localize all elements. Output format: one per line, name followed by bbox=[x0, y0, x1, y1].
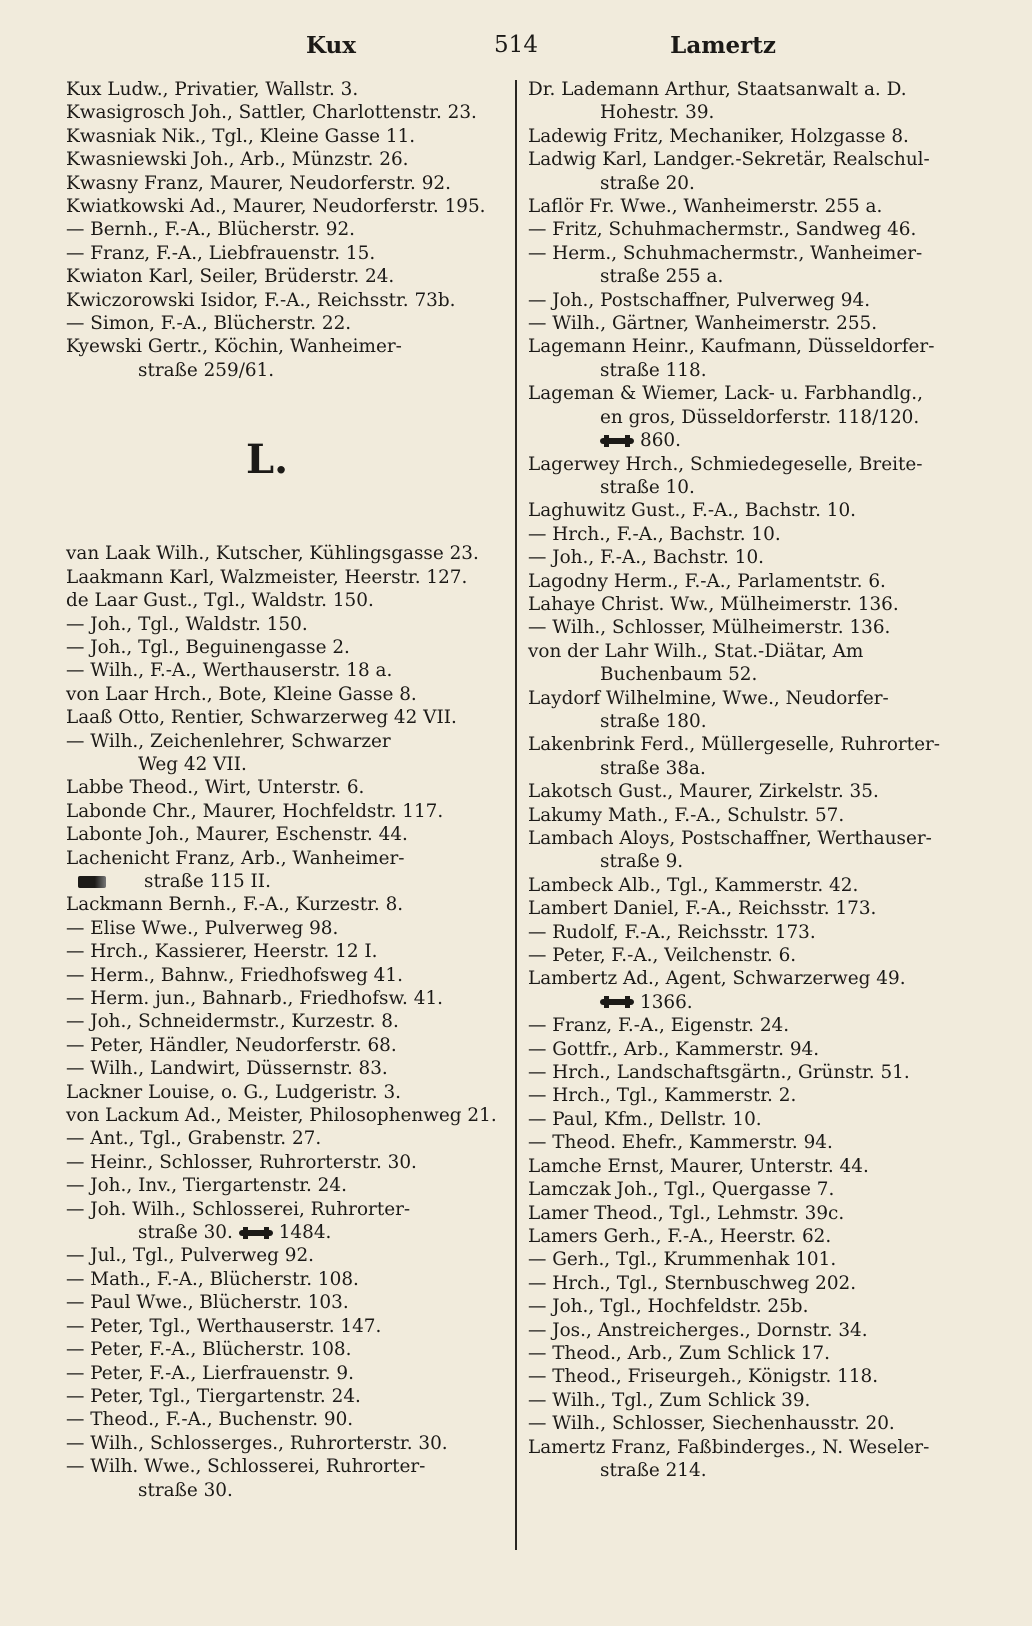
list-item: — Joh. Wilh., Schlosserei, Ruhrorter- bbox=[66, 1198, 411, 1220]
list-item: — Peter, Tgl., Tiergartenstr. 24. bbox=[66, 1385, 361, 1407]
list-item: — Hrch., Landschaftsgärtn., Grünstr. 51. bbox=[528, 1062, 910, 1084]
list-item: Kwasniewski Joh., Arb., Münzstr. 26. bbox=[66, 149, 409, 171]
list-item: Lamertz Franz, Faßbinderges., N. Weseler- bbox=[528, 1436, 930, 1458]
right-column bbox=[528, 78, 960, 1482]
list-item: — Hrch., Tgl., Sternbuschweg 202. bbox=[528, 1272, 857, 1294]
list-item-continuation: straße 214. bbox=[600, 1459, 707, 1481]
pointing-hand-icon bbox=[78, 876, 106, 888]
list-item: — Joh., Inv., Tiergartenstr. 24. bbox=[66, 1175, 347, 1197]
list-item: — Franz, F.-A., Eigenstr. 24. bbox=[528, 1015, 790, 1037]
phone-number: 860. bbox=[640, 430, 681, 452]
list-item: — Jos., Anstreicherges., Dornstr. 34. bbox=[528, 1319, 868, 1341]
telephone-icon bbox=[239, 1227, 273, 1240]
list-item: — Theod., Friseurgeh., Königstr. 118. bbox=[528, 1366, 879, 1388]
list-item: — Theod., Arb., Zum Schlick 17. bbox=[528, 1342, 830, 1364]
list-item: Lakumy Math., F.-A., Schulstr. 57. bbox=[528, 804, 845, 826]
list-item: Labonde Chr., Maurer, Hochfeldstr. 117. bbox=[66, 800, 444, 822]
list-item: — Wilh., Schlosser, Siechenhausstr. 20. bbox=[528, 1413, 895, 1435]
list-item: — Wilh., Gärtner, Wanheimerstr. 255. bbox=[528, 313, 878, 335]
list-item: Laghuwitz Gust., F.-A., Bachstr. 10. bbox=[528, 500, 857, 522]
list-item: — Joh., Schneidermstr., Kurzestr. 8. bbox=[66, 1011, 399, 1033]
list-item: Labonte Joh., Maurer, Eschenstr. 44. bbox=[66, 824, 408, 846]
list-item: Lagodny Herm., F.-A., Parlamentstr. 6. bbox=[528, 570, 886, 592]
list-item-continuation: straße 118. bbox=[600, 359, 707, 381]
list-item: Labbe Theod., Wirt, Unterstr. 6. bbox=[66, 777, 365, 799]
list-item: — Hrch., Tgl., Kammerstr. 2. bbox=[528, 1085, 797, 1107]
list-item-continuation: Hohestr. 39. bbox=[600, 102, 715, 124]
left-column bbox=[66, 78, 498, 1502]
list-item: — Theod., F.-A., Buchenstr. 90. bbox=[66, 1409, 354, 1431]
list-item: — Gerh., Tgl., Krummenhak 101. bbox=[528, 1249, 837, 1271]
list-item: — Wilh., Tgl., Zum Schlick 39. bbox=[528, 1389, 811, 1411]
list-item: Laaß Otto, Rentier, Schwarzerweg 42 VII. bbox=[66, 707, 457, 729]
list-item: — Hrch., Kassierer, Heerstr. 12 I. bbox=[66, 941, 378, 963]
list-item: — Herm., Schuhmachermstr., Wanheimer- bbox=[528, 242, 923, 264]
list-item-continuation: straße 30. 1484. bbox=[138, 1222, 332, 1244]
list-item: — Franz, F.-A., Liebfrauenstr. 15. bbox=[66, 242, 376, 264]
list-item: — Simon, F.-A., Blücherstr. 22. bbox=[66, 313, 352, 335]
list-item: Kwasigrosch Joh., Sattler, Charlottenstr. 23. bbox=[66, 102, 477, 124]
list-item: Lamers Gerh., F.-A., Heerstr. 62. bbox=[528, 1225, 832, 1247]
list-item-continuation: straße 38a. bbox=[600, 757, 706, 779]
list-item: Lambertz Ad., Agent, Schwarzerweg 49. bbox=[528, 968, 906, 990]
list-item: — Theod. Ehefr., Kammerstr. 94. bbox=[528, 1132, 833, 1154]
list-item: von Laar Hrch., Bote, Kleine Gasse 8. bbox=[66, 683, 417, 705]
list-item-continuation: straße 259/61. bbox=[138, 359, 275, 381]
list-item: — Gottfr., Arb., Kammerstr. 94. bbox=[528, 1038, 820, 1060]
list-item: — Hrch., F.-A., Bachstr. 10. bbox=[528, 523, 781, 545]
phone-line bbox=[528, 429, 960, 452]
list-item: Laydorf Wilhelmine, Wwe., Neudorfer- bbox=[528, 687, 889, 709]
list-item: Kwasny Franz, Maurer, Neudorferstr. 92. bbox=[66, 172, 451, 194]
header-last-name: Lamertz bbox=[670, 32, 776, 59]
list-item: Kwiatkowski Ad., Maurer, Neudorferstr. 195. bbox=[66, 196, 486, 218]
list-item: — Jul., Tgl., Pulverweg 92. bbox=[66, 1245, 314, 1267]
list-item: Ladewig Fritz, Mechaniker, Holzgasse 8. bbox=[528, 125, 909, 147]
list-item-continuation: straße 9. bbox=[600, 851, 684, 873]
list-item: Lambert Daniel, F.-A., Reichsstr. 173. bbox=[528, 898, 877, 920]
list-item: — Paul Wwe., Blücherstr. 103. bbox=[66, 1292, 349, 1314]
list-item: — Peter, F.-A., Lierfrauenstr. 9. bbox=[66, 1362, 354, 1384]
phone-line bbox=[528, 991, 960, 1014]
list-item: — Math., F.-A., Blücherstr. 108. bbox=[66, 1268, 359, 1290]
list-item: Lackmann Bernh., F.-A., Kurzestr. 8. bbox=[66, 894, 404, 916]
list-item: Lackner Louise, o. G., Ludgeristr. 3. bbox=[66, 1081, 402, 1103]
list-item-continuation: straße 20. bbox=[600, 172, 695, 194]
list-item-continuation: Buchenbaum 52. bbox=[600, 664, 758, 686]
list-item: — Peter, Tgl., Werthauserstr. 147. bbox=[66, 1315, 382, 1337]
list-item: Lachenicht Franz, Arb., Wanheimer- bbox=[66, 847, 405, 869]
list-item: Lamczak Joh., Tgl., Quergasse 7. bbox=[528, 1179, 835, 1201]
list-item: Kwiaton Karl, Seiler, Brüderstr. 24. bbox=[66, 266, 395, 288]
column-divider bbox=[515, 80, 517, 1550]
list-item: Dr. Lademann Arthur, Staatsanwalt a. D. bbox=[528, 79, 907, 100]
list-item: Laakmann Karl, Walzmeister, Heerstr. 127. bbox=[66, 566, 468, 588]
phone-number: 1484. bbox=[278, 1222, 332, 1244]
list-item: Lageman & Wiemer, Lack- u. Farbhandlg., bbox=[528, 383, 923, 405]
list-item: — Ant., Tgl., Grabenstr. 27. bbox=[66, 1128, 322, 1150]
list-item: — Elise Wwe., Pulverweg 98. bbox=[66, 917, 339, 939]
list-item: Lahaye Christ. Ww., Mülheimerstr. 136. bbox=[528, 593, 899, 615]
list-item: — Wilh., Schlosserges., Ruhrorterstr. 30. bbox=[66, 1432, 448, 1454]
list-item-continuation: Weg 42 VII. bbox=[138, 753, 247, 775]
list-item-continuation: straße 180. bbox=[600, 710, 707, 732]
list-item: Kyewski Gertr., Köchin, Wanheimer- bbox=[66, 336, 402, 358]
header-first-name: Kux bbox=[306, 32, 356, 59]
list-item: — Wilh., Zeichenlehrer, Schwarzer bbox=[66, 730, 391, 752]
list-item: — Joh., F.-A., Bachstr. 10. bbox=[528, 547, 764, 569]
list-item: — Paul, Kfm., Dellstr. 10. bbox=[528, 1108, 762, 1130]
page-header bbox=[60, 28, 972, 68]
list-item-continuation: straße 255 a. bbox=[600, 266, 724, 288]
list-item: — Joh., Tgl., Hochfeldstr. 25b. bbox=[528, 1296, 809, 1318]
list-item: — Peter, F.-A., Blücherstr. 108. bbox=[66, 1339, 352, 1361]
list-item: Laflör Fr. Wwe., Wanheimerstr. 255 a. bbox=[528, 196, 883, 218]
section-letter: L. bbox=[245, 436, 289, 484]
list-item: Kux Ludw., Privatier, Wallstr. 3. bbox=[66, 79, 359, 100]
list-item: Ladwig Karl, Landger.-Sekretär, Realschul- bbox=[528, 149, 930, 171]
list-item: Kwiczorowski Isidor, F.-A., Reichsstr. 73b. bbox=[66, 289, 456, 311]
phone-number: 1366. bbox=[640, 991, 693, 1013]
list-item: Lagerwey Hrch., Schmiedegeselle, Breite- bbox=[528, 453, 923, 475]
list-item: Lakotsch Gust., Maurer, Zirkelstr. 35. bbox=[528, 781, 879, 803]
list-item-continuation: en gros, Düsseldorferstr. 118/120. bbox=[600, 406, 920, 428]
list-item: van Laak Wilh., Kutscher, Kühlingsgasse 23. bbox=[66, 543, 479, 565]
telephone-icon bbox=[600, 435, 634, 448]
telephone-icon bbox=[600, 996, 634, 1009]
list-item: von der Lahr Wilh., Stat.-Diätar, Am bbox=[528, 640, 864, 662]
list-item-continuation: straße 10. bbox=[600, 476, 695, 498]
list-item: — Wilh., F.-A., Werthauserstr. 18 a. bbox=[66, 660, 393, 682]
list-item: — Heinr., Schlosser, Ruhrorterstr. 30. bbox=[66, 1151, 417, 1173]
list-item: Lamche Ernst, Maurer, Unterstr. 44. bbox=[528, 1155, 869, 1177]
list-item: Lamer Theod., Tgl., Lehmstr. 39c. bbox=[528, 1202, 845, 1224]
list-item: — Wilh. Wwe., Schlosserei, Ruhrorter- bbox=[66, 1456, 426, 1478]
list-item-continuation: straße 115 II. bbox=[66, 870, 498, 893]
list-item: — Herm. jun., Bahnarb., Friedhofsw. 41. bbox=[66, 988, 443, 1009]
list-item: — Joh., Postschaffner, Pulverweg 94. bbox=[528, 289, 871, 311]
list-item: — Rudolf, F.-A., Reichsstr. 173. bbox=[528, 921, 816, 943]
list-item: Lambach Aloys, Postschaffner, Werthauser- bbox=[528, 828, 932, 849]
page-number: 514 bbox=[494, 32, 538, 58]
list-item: Lakenbrink Ferd., Müllergeselle, Ruhrorter- bbox=[528, 734, 940, 756]
list-item: von Lackum Ad., Meister, Philosophenweg 21. bbox=[66, 1105, 497, 1127]
list-item: — Peter, F.-A., Veilchenstr. 6. bbox=[528, 945, 797, 967]
list-item: de Laar Gust., Tgl., Waldstr. 150. bbox=[66, 590, 374, 612]
list-item: — Herm., Bahnw., Friedhofsweg 41. bbox=[66, 964, 403, 986]
list-item: — Peter, Händler, Neudorferstr. 68. bbox=[66, 1034, 397, 1056]
list-item: — Bernh., F.-A., Blücherstr. 92. bbox=[66, 219, 356, 241]
list-item: — Wilh., Schlosser, Mülheimerstr. 136. bbox=[528, 617, 891, 639]
list-item: — Wilh., Landwirt, Düssernstr. 83. bbox=[66, 1058, 388, 1080]
list-item-continuation: straße 30. bbox=[138, 1479, 233, 1501]
list-item: Lambeck Alb., Tgl., Kammerstr. 42. bbox=[528, 874, 859, 896]
list-item: Lagemann Heinr., Kaufmann, Düsseldorfer- bbox=[528, 336, 935, 358]
list-item: — Fritz, Schuhmachermstr., Sandweg 46. bbox=[528, 219, 917, 241]
list-item: Kwasniak Nik., Tgl., Kleine Gasse 11. bbox=[66, 125, 416, 147]
list-item: — Joh., Tgl., Beguinengasse 2. bbox=[66, 636, 350, 658]
list-item: — Joh., Tgl., Waldstr. 150. bbox=[66, 613, 308, 635]
